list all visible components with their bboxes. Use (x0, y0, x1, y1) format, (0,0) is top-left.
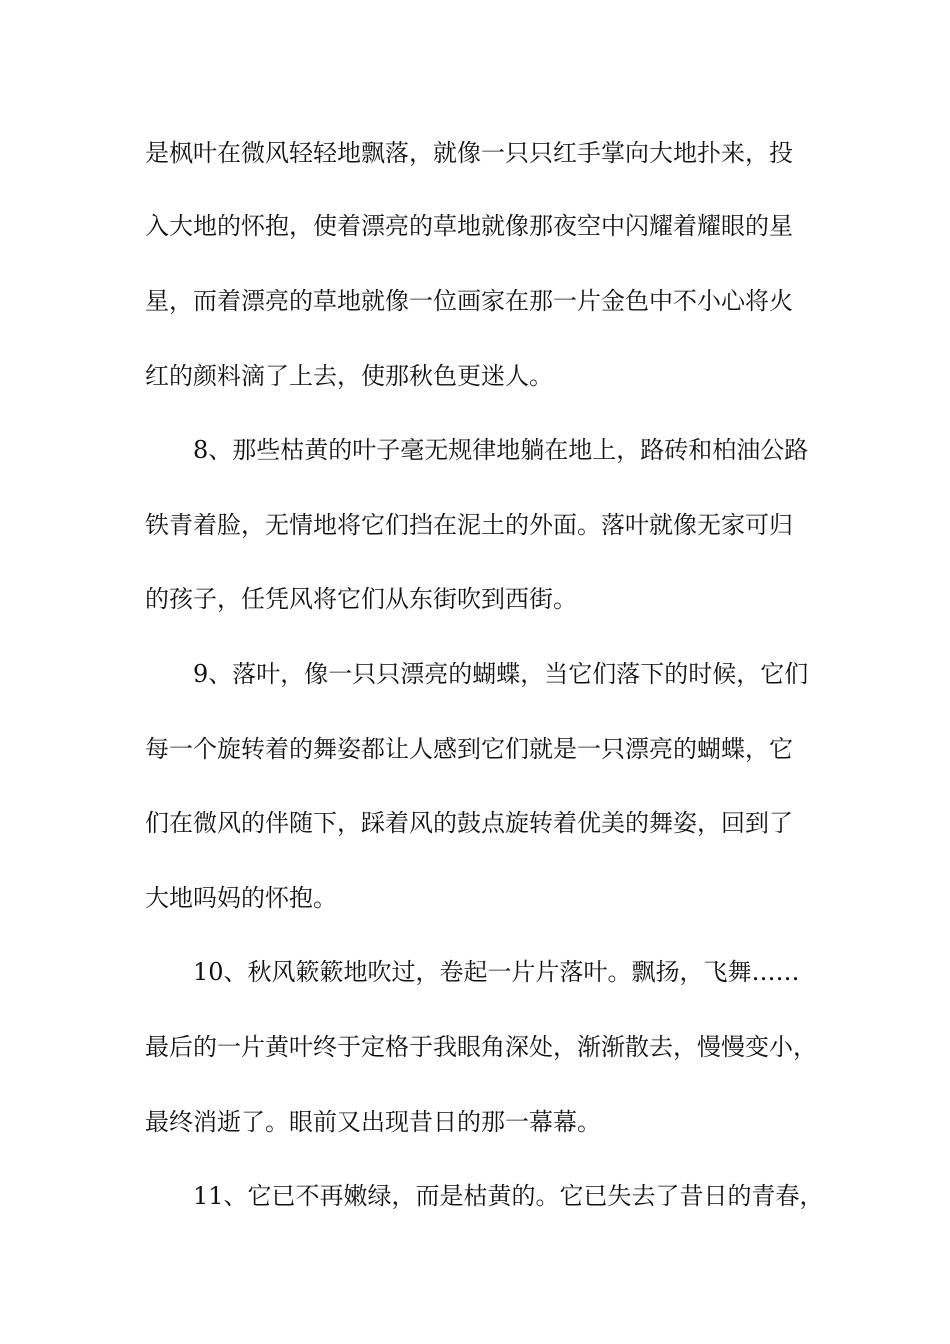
text-line: 铁青着脸，无情地将它们挡在泥土的外面。落叶就像无家可归 (145, 511, 793, 539)
text-line: 最后的一片黄叶终于定格于我眼角深处，渐渐散去，慢慢变小， (145, 1033, 817, 1061)
text-line: 的孩子，任凭风将它们从东街吹到西街。 (145, 585, 577, 613)
text-line: 大地吗妈的怀抱。 (145, 884, 337, 912)
text-line: 8、那些枯黄的叶子毫无规律地躺在地上，路砖和柏油公路 (193, 436, 809, 464)
text-line: 入大地的怀抱，使着漂亮的草地就像那夜空中闪耀着耀眼的星 (145, 212, 793, 240)
text-line: 星，而着漂亮的草地就像一位画家在那一片金色中不小心将火 (145, 287, 793, 315)
text-line: 11、它已不再嫩绿，而是枯黄的。它已失去了昔日的青春， (193, 1182, 824, 1210)
text-line: 红的颜料滴了上去，使那秋色更迷人。 (145, 362, 553, 390)
text-line: 们在微风的伴随下，踩着风的鼓点旋转着优美的舞姿，回到了 (145, 809, 793, 837)
text-line: 是枫叶在微风轻轻地飘落，就像一只只红手掌向大地扑来，投 (145, 139, 793, 167)
text-line: 9、落叶，像一只只漂亮的蝴蝶，当它们落下的时候，它们 (193, 660, 809, 688)
text-line: 10、秋风簌簌地吹过，卷起一片片落叶。飘扬，飞舞…… (193, 958, 800, 986)
text-line: 最终消逝了。眼前又出现昔日的那一幕幕。 (145, 1108, 601, 1136)
text-line: 每一个旋转着的舞姿都让人感到它们就是一只漂亮的蝴蝶，它 (145, 735, 793, 763)
